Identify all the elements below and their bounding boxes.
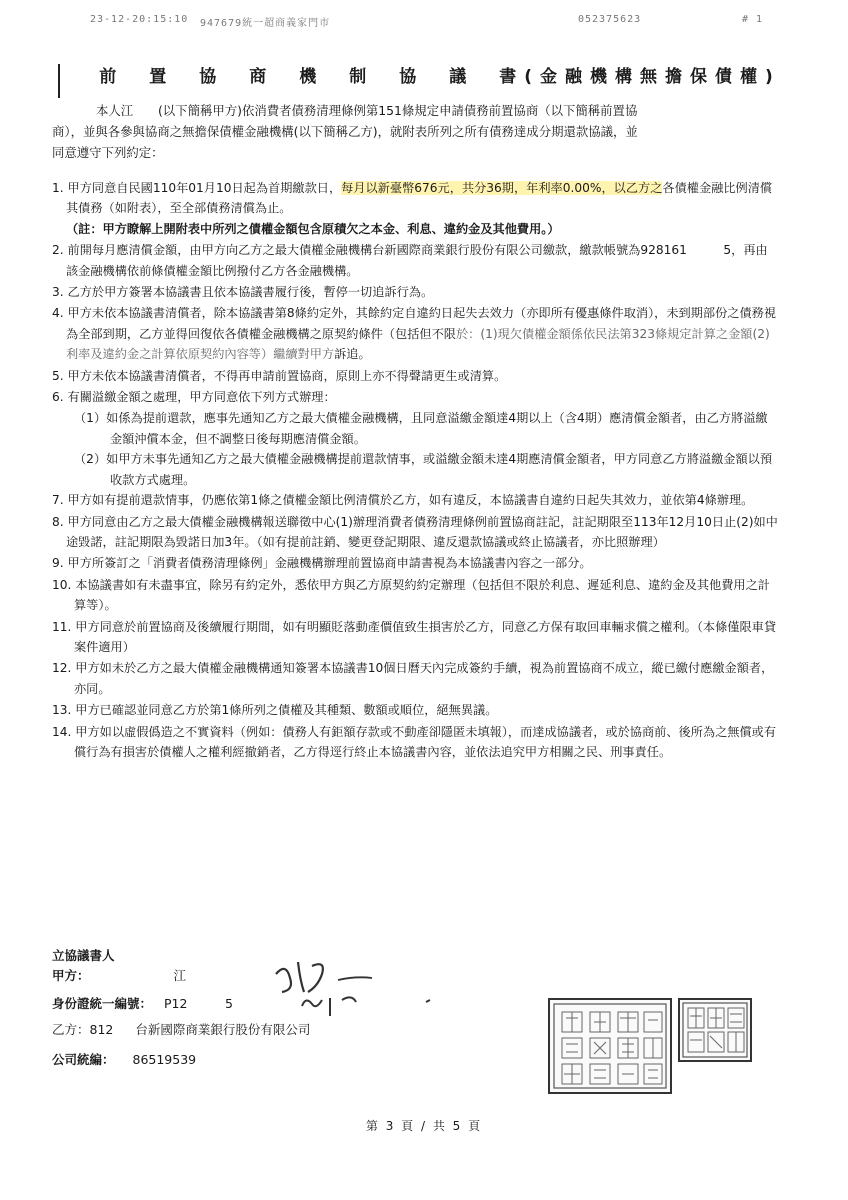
clause-4-part-c: 訴追。 — [334, 347, 371, 362]
id-label: 身份證統一編號： — [52, 996, 153, 1011]
company-id-label: 公司統編： — [52, 1052, 115, 1067]
clause-4-part-a: 4. 甲方未依本協議書清償者，除本協議書第8條約定外，其餘約定自違約日起失去效力（亦即所有優惠條件取消），未到期部份之債務視為全部到期，乙方並得回復依各債權金融機構之原契約條件（包括但不限 — [52, 306, 777, 341]
clause-14: 14. 甲方如以虛假僞造之不實資料（例如：債務人有鉅額存款或不動產卻隱匿未填報），而達成協議者，或於協商前、後所為之無償或有償行為有損害於債權人之權利經撤銷者，乙方得逕行終止本協議書內容，並依法追究甲方相關之民、刑事責任。 — [52, 724, 777, 759]
preamble — [52, 100, 778, 163]
clause-1-start: 1. 甲方同意自民國110年01月10日起為首期繳款日， — [52, 181, 342, 195]
id-value: P12 5 — [164, 996, 233, 1011]
company-id-value: 86519539 — [132, 1052, 197, 1067]
clause-11: 11. 甲方同意於前置協商及後續履行期間，如有明顯貶落動產價值致生損害於乙方，同意乙方保有取回車輛求償之權利。（本條僅限車貸案件適用） — [52, 619, 777, 654]
clause-2: 2. 前開每月應清償金額，由甲方向乙方之最大債權金融機構台新國際商業銀行股份有限公司繳款，繳款帳號為928161 5，再由該金融機構依前條債權金額比例撥付乙方各金融機構。 — [52, 243, 768, 278]
handwritten-signature — [268, 952, 448, 1028]
clause-1-note: （註：甲方瞭解上開附表中所列之債權金額包含原積欠之本金、利息、違約金及其他費用。） — [66, 221, 560, 236]
clause-6: 6. 有關溢繳金額之處理，甲方同意依下列方式辦理： — [52, 390, 336, 405]
clause-4 — [52, 303, 778, 364]
handwritten-signature-strokes — [268, 952, 448, 1022]
preamble-line-2: 商），並與各參與協商之無擔保債權金融機構(以下簡稱乙方)，就附表所列之所有債務達成分期還款協議，並 — [52, 124, 638, 139]
fax-timestamp: 23-12-20:15:10 — [90, 14, 189, 25]
clause-1-middle: 各債權金融比例清償其債務（如附表），至全部債務清償為止。 — [66, 181, 773, 216]
clause-13: 13. 甲方已確認並同意乙方於第1條所列之債權及其種類、數額或順位，絕無異議。 — [52, 703, 498, 718]
clause-5: 5. 甲方未依本協議書清償者，不得再申請前置協商，原則上亦不得聲請更生或清算。 — [52, 368, 507, 383]
clause-3: 3. 乙方於甲方簽署本協議書且依本協議書履行後，暫停一切追訴行為。 — [52, 285, 434, 300]
bank-seal-large-grid — [550, 1000, 670, 1092]
clause-4-part-b: 於：(1)現欠債權金額係依民法第323條規定計算之金額(2)利率及違約金之計算依原契約內容等）繼續對甲方 — [66, 326, 770, 362]
party-a-value: 江 — [173, 968, 212, 983]
page-footer: 第 3 頁 / 共 5 頁 — [365, 1119, 483, 1133]
bank-seal-large — [548, 998, 672, 1094]
clause-8: 8. 甲方同意由乙方之最大債權金融機構報送聯徵中心(1)辦理消費者債務清理條例前置協商註記，註記期限至113年12月10日止(2)如中途毀諾，註記期限為毀諾日加3年。（如有提前註銷、變更登記期限、違反還款協議或終止協議者，亦比照辦理） — [52, 514, 778, 549]
margin-mark — [58, 64, 60, 98]
party-b-label: 乙方：812 — [52, 1022, 114, 1037]
clause-6-item-2: （2）如甲方未事先通知乙方之最大債權金融機構提前還款情事，或溢繳金額未達4期應清償金額者，甲方同意乙方將溢繳金額以預收款方式處理。 — [74, 452, 773, 487]
clause-7: 7. 甲方如有提前還款情事，仍應依第1條之債權金額比例清償於乙方，如有違反，本協議書自違約日起失其效力，並依第4條辦理。 — [52, 493, 754, 508]
clause-list — [52, 178, 778, 763]
signatory-heading-text: 立協議書人 — [52, 948, 115, 963]
clause-9: 9. 甲方所簽訂之「消費者債務清理條例」金融機構辦理前置協商申請書視為本協議書內容之一部分。 — [52, 556, 592, 571]
clause-10: 10. 本協議書如有未盡事宜，除另有約定外，悉依甲方與乙方原契約約定辦理（包括但不限於利息、遲延利息、違約金及其他費用之計算等）。 — [52, 577, 770, 613]
clause-1-highlight: 每月以新臺幣676元，共分36期，年利率0.00%，以乙方之 — [341, 181, 663, 195]
fax-page: # 1 — [742, 14, 764, 25]
preamble-line-3: 同意遵守下列約定： — [52, 145, 164, 160]
clause-1 — [52, 178, 778, 239]
clause-12: 12. 甲方如未於乙方之最大債權金融機構通知簽署本協議書10個日曆天內完成簽約手續，視為前置協商不成立，縱已繳付應繳金額者，亦同。 — [52, 661, 774, 696]
party-b-value: 台新國際商業銀行股份有限公司 — [135, 1022, 311, 1037]
clause-6-item-1: （1）如係為提前還款，應事先通知乙方之最大債權金融機構，且同意溢繳金額達4期以上（含4期）應清償金額者，由乙方將溢繳金額沖償本金，但不調整日後每期應清償金額。 — [74, 411, 768, 446]
preamble-line-1: 本人江 (以下簡稱甲方)依消費者債務清理條例第151條規定申請債務前置協商（以下簡稱前置協 — [96, 103, 638, 118]
fax-sender: 947679統一超商義家門市 — [200, 18, 331, 29]
bank-seal-small — [678, 998, 752, 1062]
party-a-label: 甲方： — [52, 968, 90, 983]
fax-number: 052375623 — [578, 14, 642, 25]
bank-seal-small-grid — [680, 1000, 750, 1060]
document-title: 前 置 協 商 機 制 協 議 書(金融機構無擔保債權) — [99, 67, 781, 87]
